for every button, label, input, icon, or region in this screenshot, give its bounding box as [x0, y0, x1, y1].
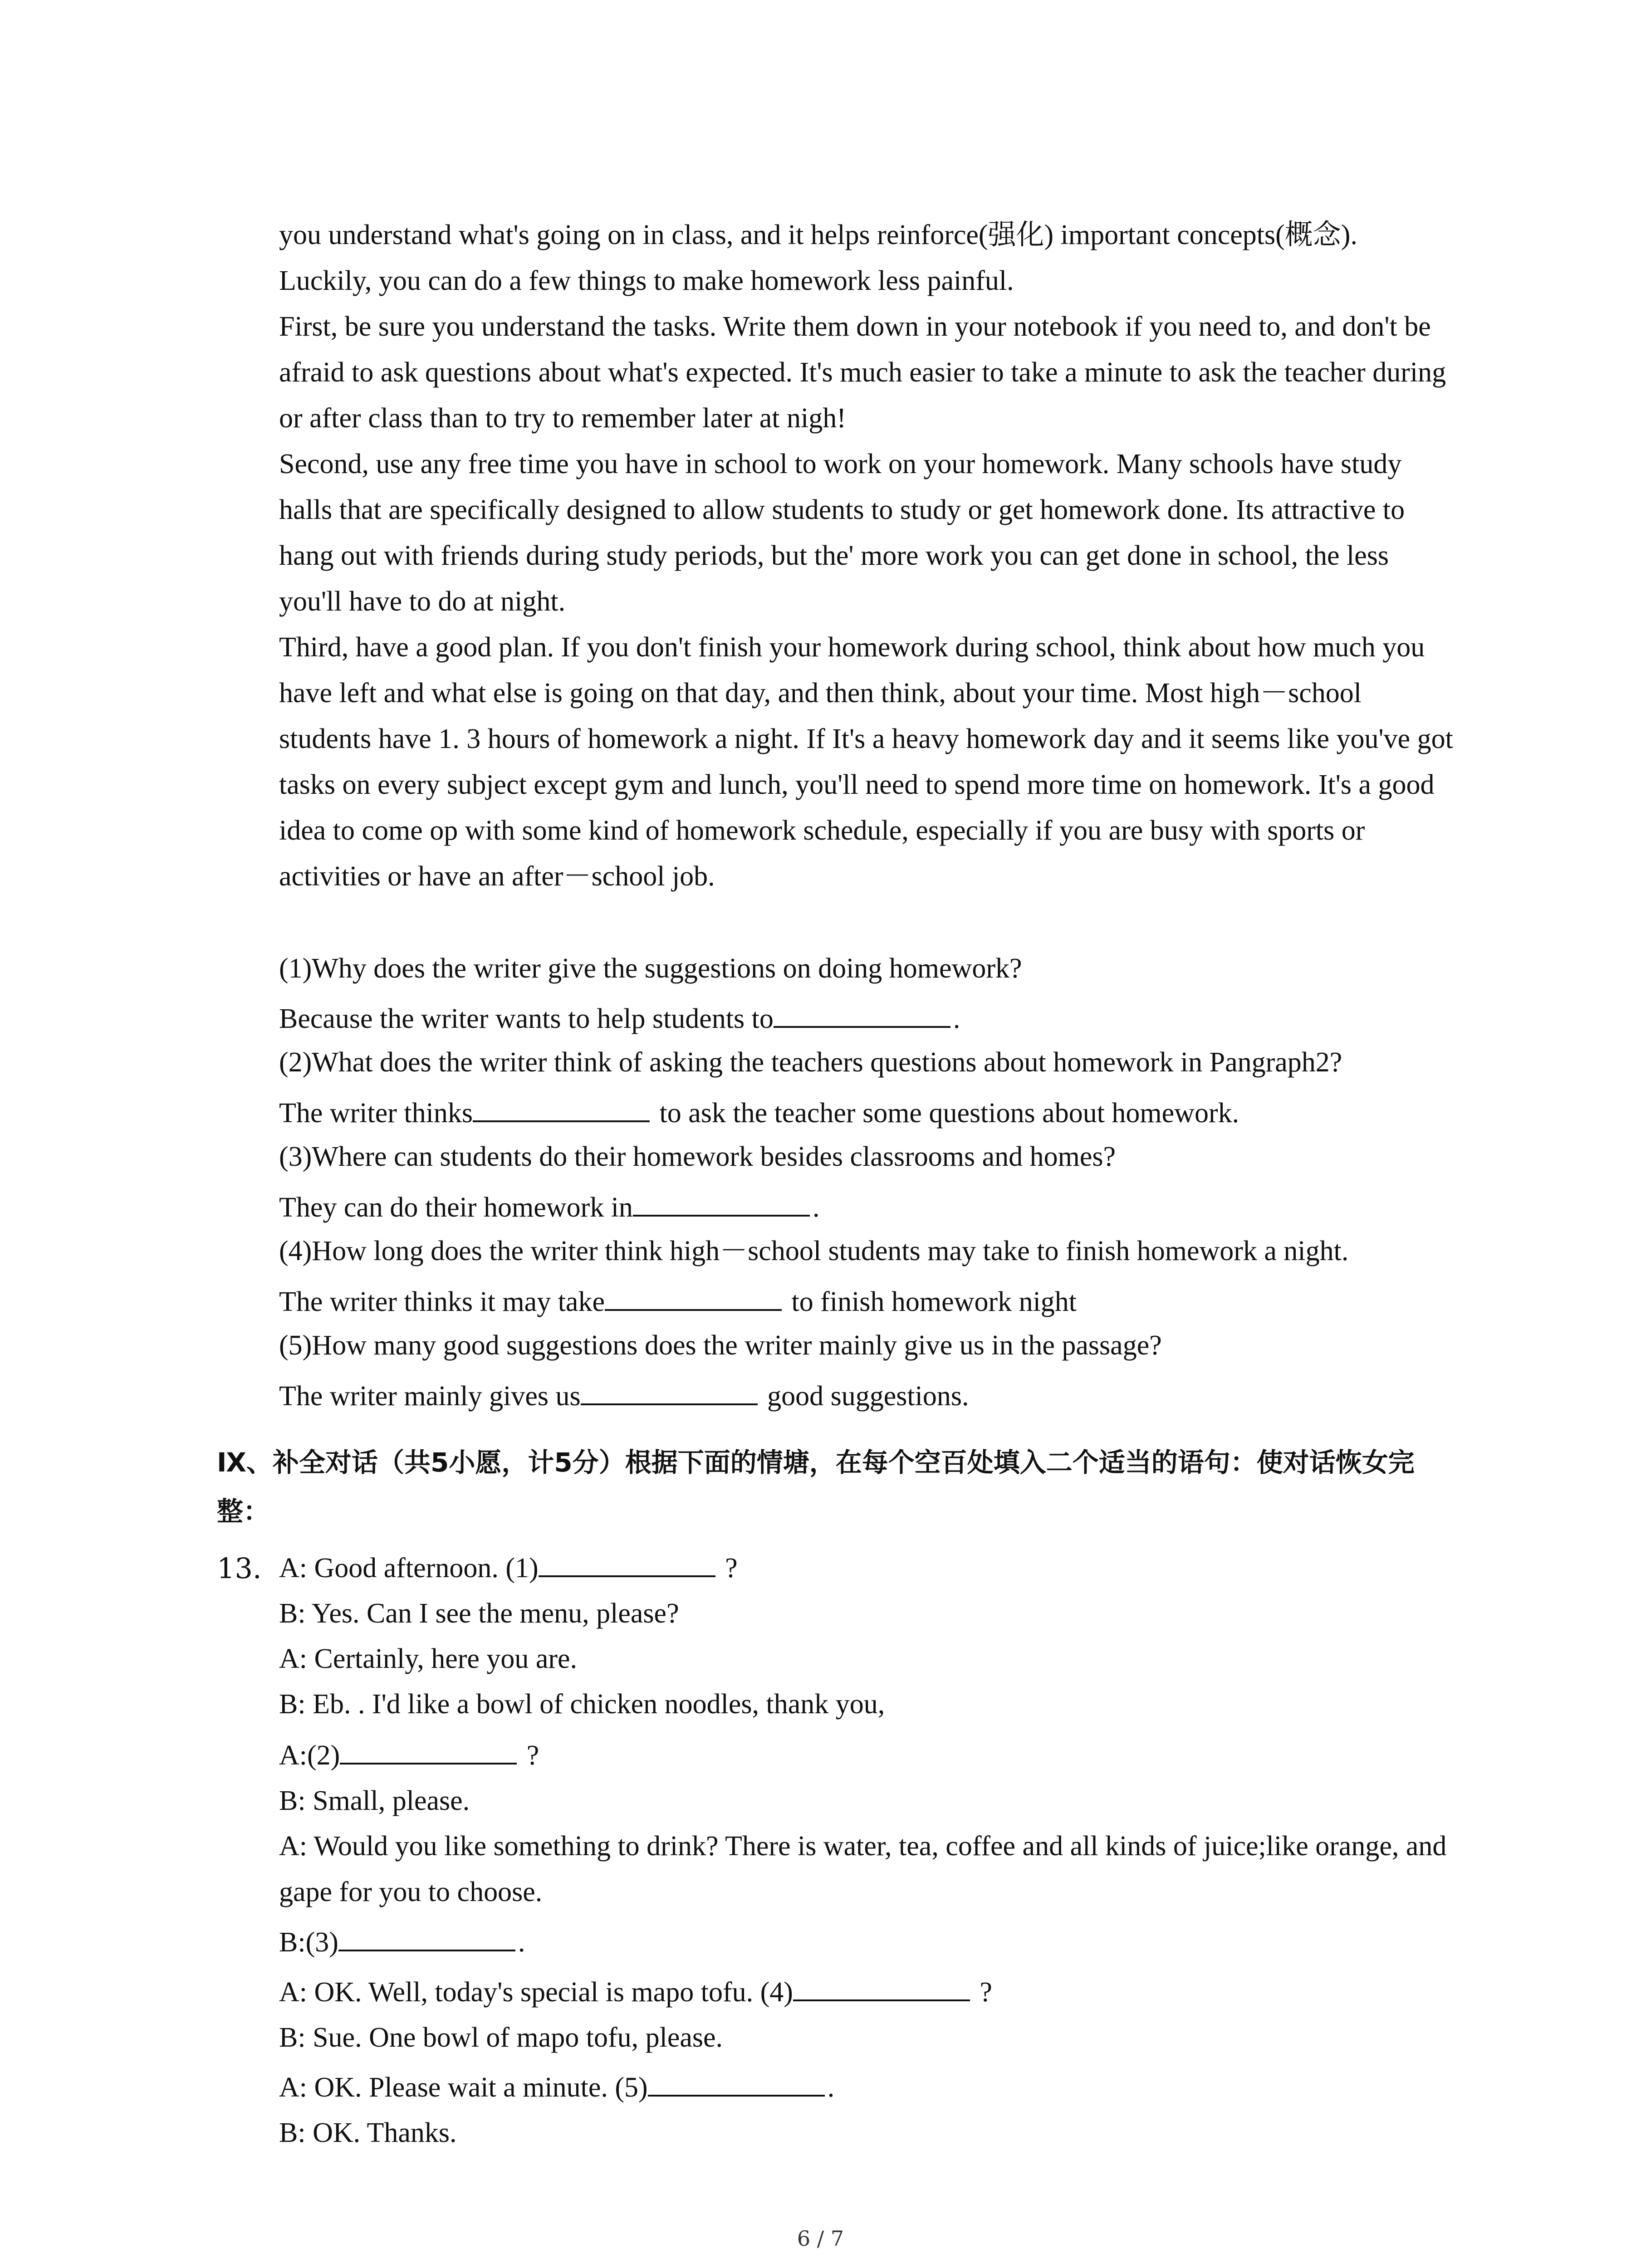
question-5: (5)How many good suggestions does the writer mainly give us in the passage? [279, 1330, 1162, 1361]
passage-paragraph-2: First, be sure you understand the tasks. Write them down in your notebook if you need to, and don't be afraid to ask questions about what's expected. It's much easier to take a minute to ask the teacher during or after class than to try to remember later at nigh! [279, 311, 1446, 434]
answer-3-suffix: . [812, 1192, 820, 1223]
dialogue-line-10: B: Sue. One bowl of mapo tofu, please. [279, 2022, 723, 2053]
answer-1-suffix: . [953, 1003, 960, 1034]
dialogue-line-9-prefix: A: OK. Well, today's special is mapo tofu. (4) [279, 1977, 793, 2008]
dialogue-line-9-suffix: ? [980, 1977, 992, 2008]
answer-1 [279, 996, 960, 1042]
answer-2-blank[interactable] [473, 1092, 650, 1122]
dialogue-blank-1[interactable] [539, 1547, 715, 1577]
dialogue-line-1 [279, 1545, 738, 1591]
dialogue-line-7: A: Would you like something to drink? There is water, tea, coffee and all kinds of juice;like orange, and gape for you to choose. [279, 1831, 1447, 1907]
answer-5-prefix: The writer mainly gives us [279, 1381, 581, 1412]
dialogue-line-4: B: Eb. . I'd like a bowl of chicken noodles, thank you, [279, 1689, 885, 1720]
answer-4-suffix: to finish homework night [791, 1286, 1077, 1317]
dialogue-line-8-prefix: B:(3) [279, 1927, 338, 1958]
passage-paragraph-4: Third, have a good plan. If you don't finish your homework during school, think about how much you have left and what else is going on that day, and then think, about your time. Most high－school students have 1. 3 hours of homework a night. If It's a heavy homework day and it seems like you've got tasks on every subject except gym and lunch, you'll need to spend more time on homework. It's a good idea to come op with some kind of homework schedule, especially if you are busy with sports or activities or have an after－school job. [279, 632, 1453, 892]
answer-4 [279, 1279, 1077, 1325]
dialogue-line-2: B: Yes. Can I see the menu, please? [279, 1598, 679, 1629]
dialogue-line-8 [279, 1920, 525, 1965]
answer-2-prefix: The writer thinks [279, 1098, 473, 1129]
dialogue-line-5 [279, 1733, 539, 1779]
question-2: (2)What does the writer think of asking the teachers questions about homework in Pangraph2? [279, 1047, 1342, 1078]
answer-5-suffix: good suggestions. [767, 1381, 969, 1412]
dialogue-blank-4[interactable] [793, 1971, 970, 2001]
answer-2 [279, 1090, 1239, 1136]
answer-4-prefix: The writer thinks it may take [279, 1286, 605, 1317]
dialogue-line-5-suffix: ? [526, 1740, 539, 1771]
section-title: Ⅸ、补全对话（共5小愿，计5分）根据下面的情塘，在每个空百处填入二个适当的语句：使对话恢女完整： [217, 1447, 1415, 1527]
answer-4-blank[interactable] [605, 1281, 782, 1311]
dialogue-line-11 [279, 2065, 834, 2111]
passage-paragraph-3: Second, use any free time you have in school to work on your homework. Many schools have study halls that are specifically designed to allow students to study or get homework done. Its attractive to hang out with friends during study periods, but the' more work you can get done in school, the less you'll have to do at night. [279, 449, 1405, 617]
question-3: (3)Where can students do their homework besides classrooms and homes? [279, 1141, 1116, 1172]
answer-2-suffix: to ask the teacher some questions about homework. [659, 1098, 1239, 1129]
answer-1-blank[interactable] [774, 998, 950, 1028]
dialogue-line-12: B: OK. Thanks. [279, 2117, 457, 2148]
question-4: (4)How long does the writer think high－school students may take to finish homework a night. [279, 1236, 1349, 1266]
answer-5-blank[interactable] [581, 1375, 758, 1405]
answer-1-prefix: Because the writer wants to help students to [279, 1003, 774, 1034]
dialogue-line-5-prefix: A:(2) [279, 1740, 340, 1771]
dialogue-blank-3[interactable] [338, 1921, 515, 1951]
dialogue-line-8-suffix: . [518, 1927, 525, 1958]
dialogue-line-1-suffix: ? [725, 1553, 738, 1584]
answer-3-blank[interactable] [633, 1187, 810, 1217]
dialogue-line-6: B: Small, please. [279, 1785, 470, 1816]
question-number: 13. [217, 1552, 262, 1585]
dialogue-line-11-suffix: . [827, 2072, 835, 2103]
dialogue-line-1-prefix: A: Good afternoon. (1) [279, 1553, 539, 1584]
dialogue-line-9 [279, 1970, 992, 2015]
dialogue-line-3: A: Certainly, here you are. [279, 1643, 578, 1674]
answer-3-prefix: They can do their homework in [279, 1192, 633, 1223]
answer-3 [279, 1185, 819, 1231]
answer-5 [279, 1374, 969, 1419]
page-number: 6 / 7 [797, 2226, 844, 2251]
passage-paragraph-1: you understand what's going on in class, and it helps reinforce(强化) important concepts(概念). Luckily, you can do a few things to make homework less painful. [279, 220, 1357, 296]
question-1: (1)Why does the writer give the suggestions on doing homework? [279, 953, 1022, 984]
dialogue-blank-5[interactable] [648, 2067, 825, 2097]
dialogue-blank-2[interactable] [340, 1735, 517, 1765]
dialogue-line-11-prefix: A: OK. Please wait a minute. (5) [279, 2072, 648, 2103]
